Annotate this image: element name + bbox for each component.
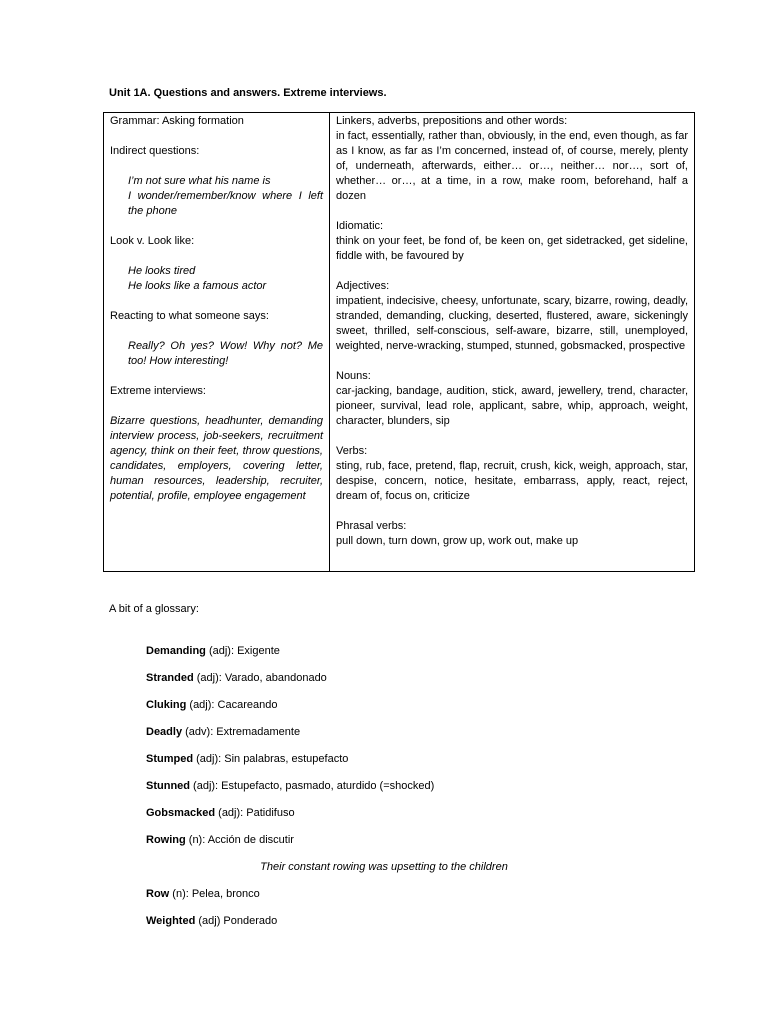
glossary-entry	[146, 887, 260, 902]
glossary-definition: (adj): Exigente	[205, 645, 280, 657]
glossary-word: Stunned	[146, 780, 190, 792]
glossary-definition: (adj): Cacareando	[186, 699, 278, 711]
idiomatic-heading: Idiomatic:	[336, 220, 384, 232]
reacting-example: Really? Oh yes? Wow! Why not? Me too! How interesting!	[128, 340, 323, 367]
glossary-entry	[146, 806, 295, 821]
look-heading: Look v. Look like:	[110, 235, 195, 247]
reacting-heading: Reacting to what someone says:	[110, 310, 269, 322]
glossary-entry	[146, 833, 294, 848]
glossary-word: Stumped	[146, 753, 194, 765]
glossary-word: Deadly	[146, 726, 183, 738]
glossary-word: Demanding	[146, 645, 206, 657]
glossary-definition: (adj): Sin palabras, estupefacto	[193, 753, 349, 765]
glossary-entry	[146, 644, 280, 659]
phrasal-verbs-text: pull down, turn down, grow up, work out, make up	[336, 535, 579, 547]
nouns-text: car-jacking, bandage, audition, stick, award, jewellery, trend, character, pioneer, survival, lead role, applicant, sabre, whip, approach, weight, character, blunders, sip	[336, 385, 688, 427]
page-title: Unit 1A. Questions and answers. Extreme interviews.	[109, 87, 387, 99]
grammar-column	[104, 113, 330, 571]
glossary-entry	[146, 752, 348, 767]
glossary-word: Rowing	[146, 834, 186, 846]
glossary-definition: (adj): Patidifuso	[215, 807, 295, 819]
glossary-word: Gobsmacked	[146, 807, 216, 819]
verbs-heading: Verbs:	[336, 445, 368, 457]
indirect-example-2: I wonder/remember/know where I left the phone	[128, 190, 323, 217]
glossary-definition: (n): Acción de discutir	[185, 834, 294, 846]
glossary-word: Cluking	[146, 699, 187, 711]
glossary-definition: (adj): Varado, abandonado	[193, 672, 327, 684]
phrasal-verbs-heading: Phrasal verbs:	[336, 520, 407, 532]
glossary-entry	[146, 671, 327, 686]
grammar-heading: Grammar: Asking formation	[110, 115, 244, 127]
vocabulary-column	[330, 113, 694, 571]
adjectives-heading: Adjectives:	[336, 280, 390, 292]
glossary-definition: (n): Pelea, bronco	[169, 888, 260, 900]
glossary-entry	[146, 725, 300, 740]
linkers-heading: Linkers, adverbs, prepositions and other words:	[336, 115, 568, 127]
extreme-interviews-heading: Extreme interviews:	[110, 385, 206, 397]
adjectives-text: impatient, indecisive, cheesy, unfortunate, scary, bizarre, rowing, deadly, stranded, demanding, clucking, deserted, flustered, aware, sickeningly sweet, thrilled, self-conscious, self-aware, bizarre, still, unemployed, weighted, nerve-wracking, stumped, stunned, gobsmacked, prospective	[336, 295, 688, 352]
verbs-text: sting, rub, face, pretend, flap, recruit, crush, kick, weigh, approach, star, despise, concern, notice, hesitate, embarrass, apply, react, reject, dream of, focus on, criticize	[336, 460, 688, 502]
glossary-entry	[146, 779, 434, 794]
indirect-example-1: I’m not sure what his name is	[128, 175, 271, 187]
glossary-definition: (adj): Estupefacto, pasmado, aturdido (=shocked)	[190, 780, 435, 792]
nouns-heading: Nouns:	[336, 370, 371, 382]
glossary-heading: A bit of a glossary:	[109, 603, 199, 615]
idiomatic-text: think on your feet, be fond of, be keen on, get sidetracked, get sideline, fiddle with, be favoured by	[336, 235, 688, 262]
glossary-word: Stranded	[146, 672, 194, 684]
glossary-entry	[146, 914, 277, 929]
linkers-text: in fact, essentially, rather than, obviously, in the end, even though, as far as I know, as far as I’m concerned, instead of, of course, merely, plenty of, underneath, afterwards, either… or…, neither… nor…, sort of, whether… or…, at a time, in a row, make room, beforehand, half a dozen	[336, 130, 688, 202]
look-example-2: He looks like a famous actor	[128, 280, 267, 292]
glossary-definition: (adj) Ponderado	[195, 915, 278, 927]
vocabulary-table	[103, 112, 695, 572]
look-example-1: He looks tired	[128, 265, 196, 277]
glossary-word: Weighted	[146, 915, 196, 927]
glossary-definition: (adv): Extremadamente	[182, 726, 301, 738]
extreme-interviews-text: Bizarre questions, headhunter, demanding interview process, job-seekers, recruitment agency, think on their feet, throw questions, candidates, employers, covering letter, human resources, leadership, recruiter, potential, profile, employee engagement	[110, 415, 323, 502]
glossary-example-sentence: Their constant rowing was upsetting to the children	[260, 861, 508, 873]
glossary-entry	[146, 698, 277, 713]
indirect-questions-heading: Indirect questions:	[110, 145, 200, 157]
glossary-word: Row	[146, 888, 170, 900]
